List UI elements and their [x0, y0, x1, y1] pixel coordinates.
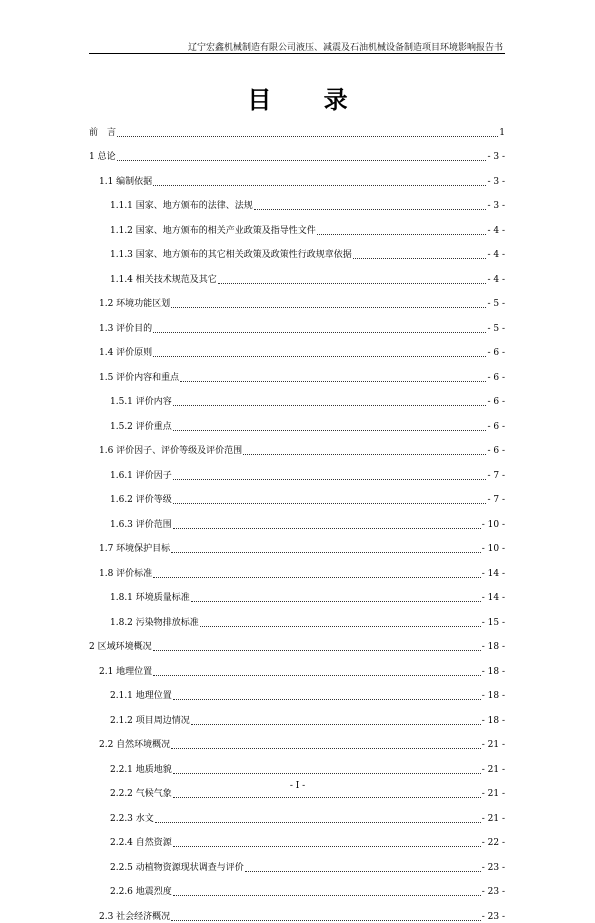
table-of-contents [89, 114, 505, 923]
toc-entry-label: 1.1.3 国家、地方颁布的其它相关政策及政策性行政规章依据 [110, 250, 352, 260]
toc-entry-label: 2.3 社会经济概况 [99, 911, 171, 922]
toc-entry[interactable] [89, 212, 505, 237]
toc-dot-leader [173, 503, 487, 504]
toc-entry[interactable] [89, 188, 505, 213]
toc-dot-leader [153, 185, 486, 186]
toc-entry-page: - 22 - [481, 838, 505, 848]
header-rule [89, 53, 505, 54]
toc-dot-leader [173, 895, 481, 896]
toc-entry-label: 2.2.5 动植物资源现状调查与评价 [110, 862, 244, 873]
toc-dot-leader [153, 675, 481, 676]
toc-dot-leader [171, 307, 486, 308]
toc-entry[interactable] [89, 139, 505, 164]
toc-entry-label: 前 言 [89, 127, 117, 138]
toc-entry[interactable] [89, 653, 505, 678]
toc-entry[interactable] [89, 310, 505, 335]
toc-entry-label: 1.3 评价目的 [99, 323, 153, 334]
toc-dot-leader [191, 724, 481, 725]
toc-entry-label: 1.1.1 国家、地方颁布的法律、法规 [110, 201, 253, 211]
toc-entry-page: - 15 - [481, 617, 505, 628]
toc-entry-page: - 23 - [481, 887, 505, 897]
toc-entry-page: - 6 - [487, 348, 505, 358]
page-header-text: 辽宁宏鑫机械制造有限公司液压、减震及石油机械设备制造项目环境影响报告书 [187, 43, 503, 53]
toc-entry-page: - 3 - [487, 201, 505, 211]
toc-dot-leader [180, 381, 486, 382]
toc-dot-leader [153, 332, 486, 333]
toc-entry[interactable] [89, 678, 505, 703]
toc-entry[interactable] [89, 114, 505, 139]
toc-dot-leader [173, 479, 487, 480]
toc-entry-label: 1.5 评价内容和重点 [99, 372, 180, 383]
toc-entry[interactable] [89, 849, 505, 874]
toc-dot-leader [153, 650, 481, 651]
toc-entry-page: - 7 - [487, 495, 505, 505]
toc-dot-leader [171, 920, 481, 921]
toc-entry[interactable] [89, 286, 505, 311]
toc-entry-page: - 3 - [487, 152, 505, 162]
toc-entry[interactable] [89, 163, 505, 188]
toc-entry[interactable] [89, 531, 505, 556]
toc-dot-leader [173, 773, 481, 774]
toc-dot-leader [173, 846, 481, 847]
toc-entry-label: 1.8 评价标准 [99, 568, 153, 579]
toc-entry-label: 1.6 评价因子、评价等级及评价范围 [99, 446, 243, 456]
document-title: 目 录 [247, 85, 370, 114]
toc-entry-page: - 3 - [487, 176, 505, 187]
toc-dot-leader [243, 454, 486, 455]
toc-entry-page: - 18 - [481, 666, 505, 677]
toc-entry-page: - 5 - [487, 323, 505, 334]
toc-entry[interactable] [89, 237, 505, 262]
toc-entry-page: - 18 - [481, 691, 505, 701]
toc-entry[interactable] [89, 384, 505, 409]
toc-entry-label: 1.1.2 国家、地方颁布的相关产业政策及指导性文件 [110, 225, 316, 236]
toc-entry[interactable] [89, 555, 505, 580]
toc-dot-leader [254, 209, 487, 210]
toc-entry-page: - 21 - [481, 789, 505, 799]
toc-entry-label: 1.4 评价原则 [99, 348, 153, 358]
toc-entry[interactable] [89, 506, 505, 531]
toc-entry-page: - 21 - [481, 813, 505, 824]
toc-entry[interactable] [89, 335, 505, 360]
toc-entry-page: - 6 - [487, 446, 505, 456]
toc-entry[interactable] [89, 874, 505, 899]
toc-dot-leader [218, 283, 487, 284]
toc-entry-page: - 6 - [487, 421, 505, 432]
toc-entry-page: - 7 - [487, 470, 505, 481]
toc-entry[interactable] [89, 580, 505, 605]
toc-entry[interactable] [89, 702, 505, 727]
toc-entry-label: 1.1.4 相关技术规范及其它 [110, 274, 217, 285]
toc-entry[interactable] [89, 800, 505, 825]
toc-entry[interactable] [89, 261, 505, 286]
toc-entry-label: 2 区域环境概况 [89, 642, 152, 652]
toc-entry[interactable] [89, 359, 505, 384]
toc-entry[interactable] [89, 629, 505, 654]
toc-entry-label: 2.2.4 自然资源 [110, 838, 172, 848]
toc-entry-label: 2.1.2 项目周边情况 [110, 715, 190, 726]
toc-entry-label: 1.1 编制依据 [99, 176, 153, 187]
toc-entry[interactable] [89, 825, 505, 850]
toc-entry[interactable] [89, 408, 505, 433]
toc-dot-leader [153, 356, 486, 357]
toc-dot-leader [245, 871, 481, 872]
toc-entry-page: - 10 - [481, 544, 505, 554]
toc-entry-label: 1 总论 [89, 152, 116, 162]
toc-entry-label: 2.2.2 气候气象 [110, 789, 172, 799]
toc-dot-leader [171, 748, 481, 749]
toc-dot-leader [173, 405, 487, 406]
toc-entry-label: 1.6.3 评价范围 [110, 519, 172, 530]
toc-entry-page: - 18 - [481, 715, 505, 726]
toc-entry-label: 1.8.2 污染物排放标准 [110, 617, 199, 628]
toc-entry-label: 1.6.1 评价因子 [110, 470, 172, 481]
toc-entry-page: - 4 - [487, 250, 505, 260]
toc-entry-page: - 4 - [487, 225, 505, 236]
toc-entry[interactable] [89, 433, 505, 458]
toc-entry-label: 1.8.1 环境质量标准 [110, 593, 190, 603]
toc-entry-label: 2.2.6 地震烈度 [110, 887, 172, 897]
toc-dot-leader [173, 528, 481, 529]
toc-entry-page: - 4 - [487, 274, 505, 285]
toc-dot-leader [117, 160, 487, 161]
toc-entry-label: 2.2.1 地质地貌 [110, 764, 172, 775]
toc-dot-leader [117, 136, 498, 137]
toc-entry-label: 1.5.1 评价内容 [110, 397, 172, 407]
toc-entry[interactable] [89, 898, 505, 923]
toc-entry-page: - 18 - [481, 642, 505, 652]
toc-dot-leader [155, 822, 481, 823]
toc-dot-leader [317, 234, 487, 235]
toc-entry-page: - 6 - [487, 397, 505, 407]
toc-entry[interactable] [89, 751, 505, 776]
toc-entry-page: - 21 - [481, 740, 505, 750]
toc-entry[interactable] [89, 604, 505, 629]
page-number: - I - [289, 781, 306, 791]
toc-entry-label: 1.6.2 评价等级 [110, 495, 172, 505]
toc-entry[interactable] [89, 482, 505, 507]
toc-entry-page: - 14 - [481, 593, 505, 603]
toc-entry-page: - 23 - [481, 862, 505, 873]
toc-dot-leader [191, 601, 481, 602]
toc-entry-page: 1 [499, 127, 505, 138]
toc-entry-label: 1.5.2 评价重点 [110, 421, 172, 432]
toc-entry-label: 2.2 自然环境概况 [99, 740, 171, 750]
toc-dot-leader [173, 797, 481, 798]
toc-dot-leader [173, 699, 481, 700]
toc-dot-leader [153, 577, 481, 578]
toc-entry-page: - 10 - [481, 519, 505, 530]
toc-entry-label: 1.2 环境功能区划 [99, 299, 171, 309]
toc-dot-leader [200, 626, 481, 627]
toc-dot-leader [173, 430, 487, 431]
toc-entry-page: - 23 - [481, 911, 505, 922]
toc-entry-label: 1.7 环境保护目标 [99, 544, 171, 554]
toc-entry-page: - 6 - [487, 372, 505, 383]
toc-dot-leader [171, 552, 481, 553]
toc-entry-page: - 14 - [481, 568, 505, 579]
toc-entry[interactable] [89, 457, 505, 482]
toc-entry-page: - 21 - [481, 764, 505, 775]
toc-dot-leader [353, 258, 487, 259]
toc-entry-label: 2.1.1 地理位置 [110, 691, 172, 701]
toc-entry[interactable] [89, 727, 505, 752]
toc-entry-label: 2.1 地理位置 [99, 666, 153, 677]
toc-entry-page: - 5 - [487, 299, 505, 309]
toc-entry-label: 2.2.3 水文 [110, 813, 154, 824]
